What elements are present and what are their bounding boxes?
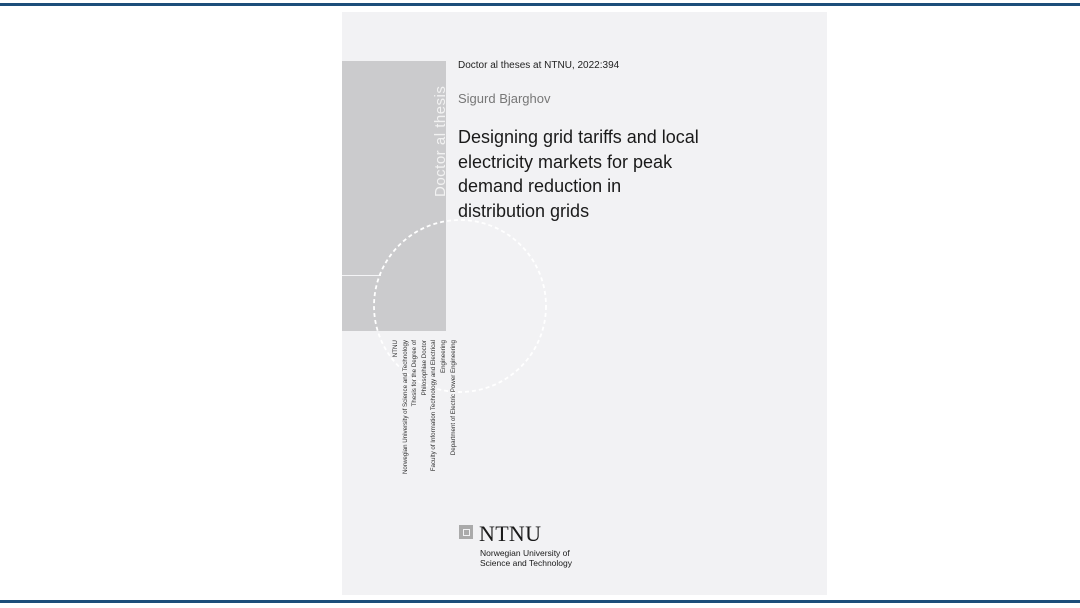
- imprint-line: Norwegian University of Science and Technology: [401, 340, 409, 475]
- logo-sub-line: Science and Technology: [480, 558, 572, 568]
- series-label: Doctor al theses at NTNU, 2022:394: [458, 60, 620, 71]
- imprint-line: NTNU: [392, 340, 399, 358]
- title-line: demand reduction in: [458, 176, 622, 196]
- title-line: distribution grids: [458, 200, 590, 221]
- logo-sub-line: Norwegian University of: [480, 548, 570, 558]
- ntnu-logo-icon: [459, 525, 473, 539]
- imprint-line: Department of Electric Power Engineering: [449, 340, 457, 456]
- imprint-block: [391, 340, 458, 500]
- title-line: Designing grid tariffs and local: [458, 127, 699, 147]
- dashed-circle-graphic: [342, 12, 827, 595]
- top-border-line: [0, 3, 1080, 6]
- ntnu-logo-subtitle: [480, 548, 572, 568]
- thesis-title: [458, 125, 778, 223]
- imprint-line: Thesis for the Degree of: [411, 340, 419, 407]
- imprint-line: Faculty of Information Technology and Electrical: [430, 340, 438, 472]
- ntnu-wordmark: NTNU: [479, 521, 542, 546]
- bottom-border-line: [0, 600, 1080, 603]
- spine-label: Doctor al thesis: [432, 85, 449, 197]
- imprint-line: Philosophiae Doctor: [420, 340, 428, 396]
- author-name: Sigurd Bjarghov: [458, 91, 551, 106]
- imprint-line: Engineering: [439, 340, 447, 374]
- thesis-cover: [342, 12, 827, 595]
- title-line: electricity markets for peak: [458, 151, 673, 172]
